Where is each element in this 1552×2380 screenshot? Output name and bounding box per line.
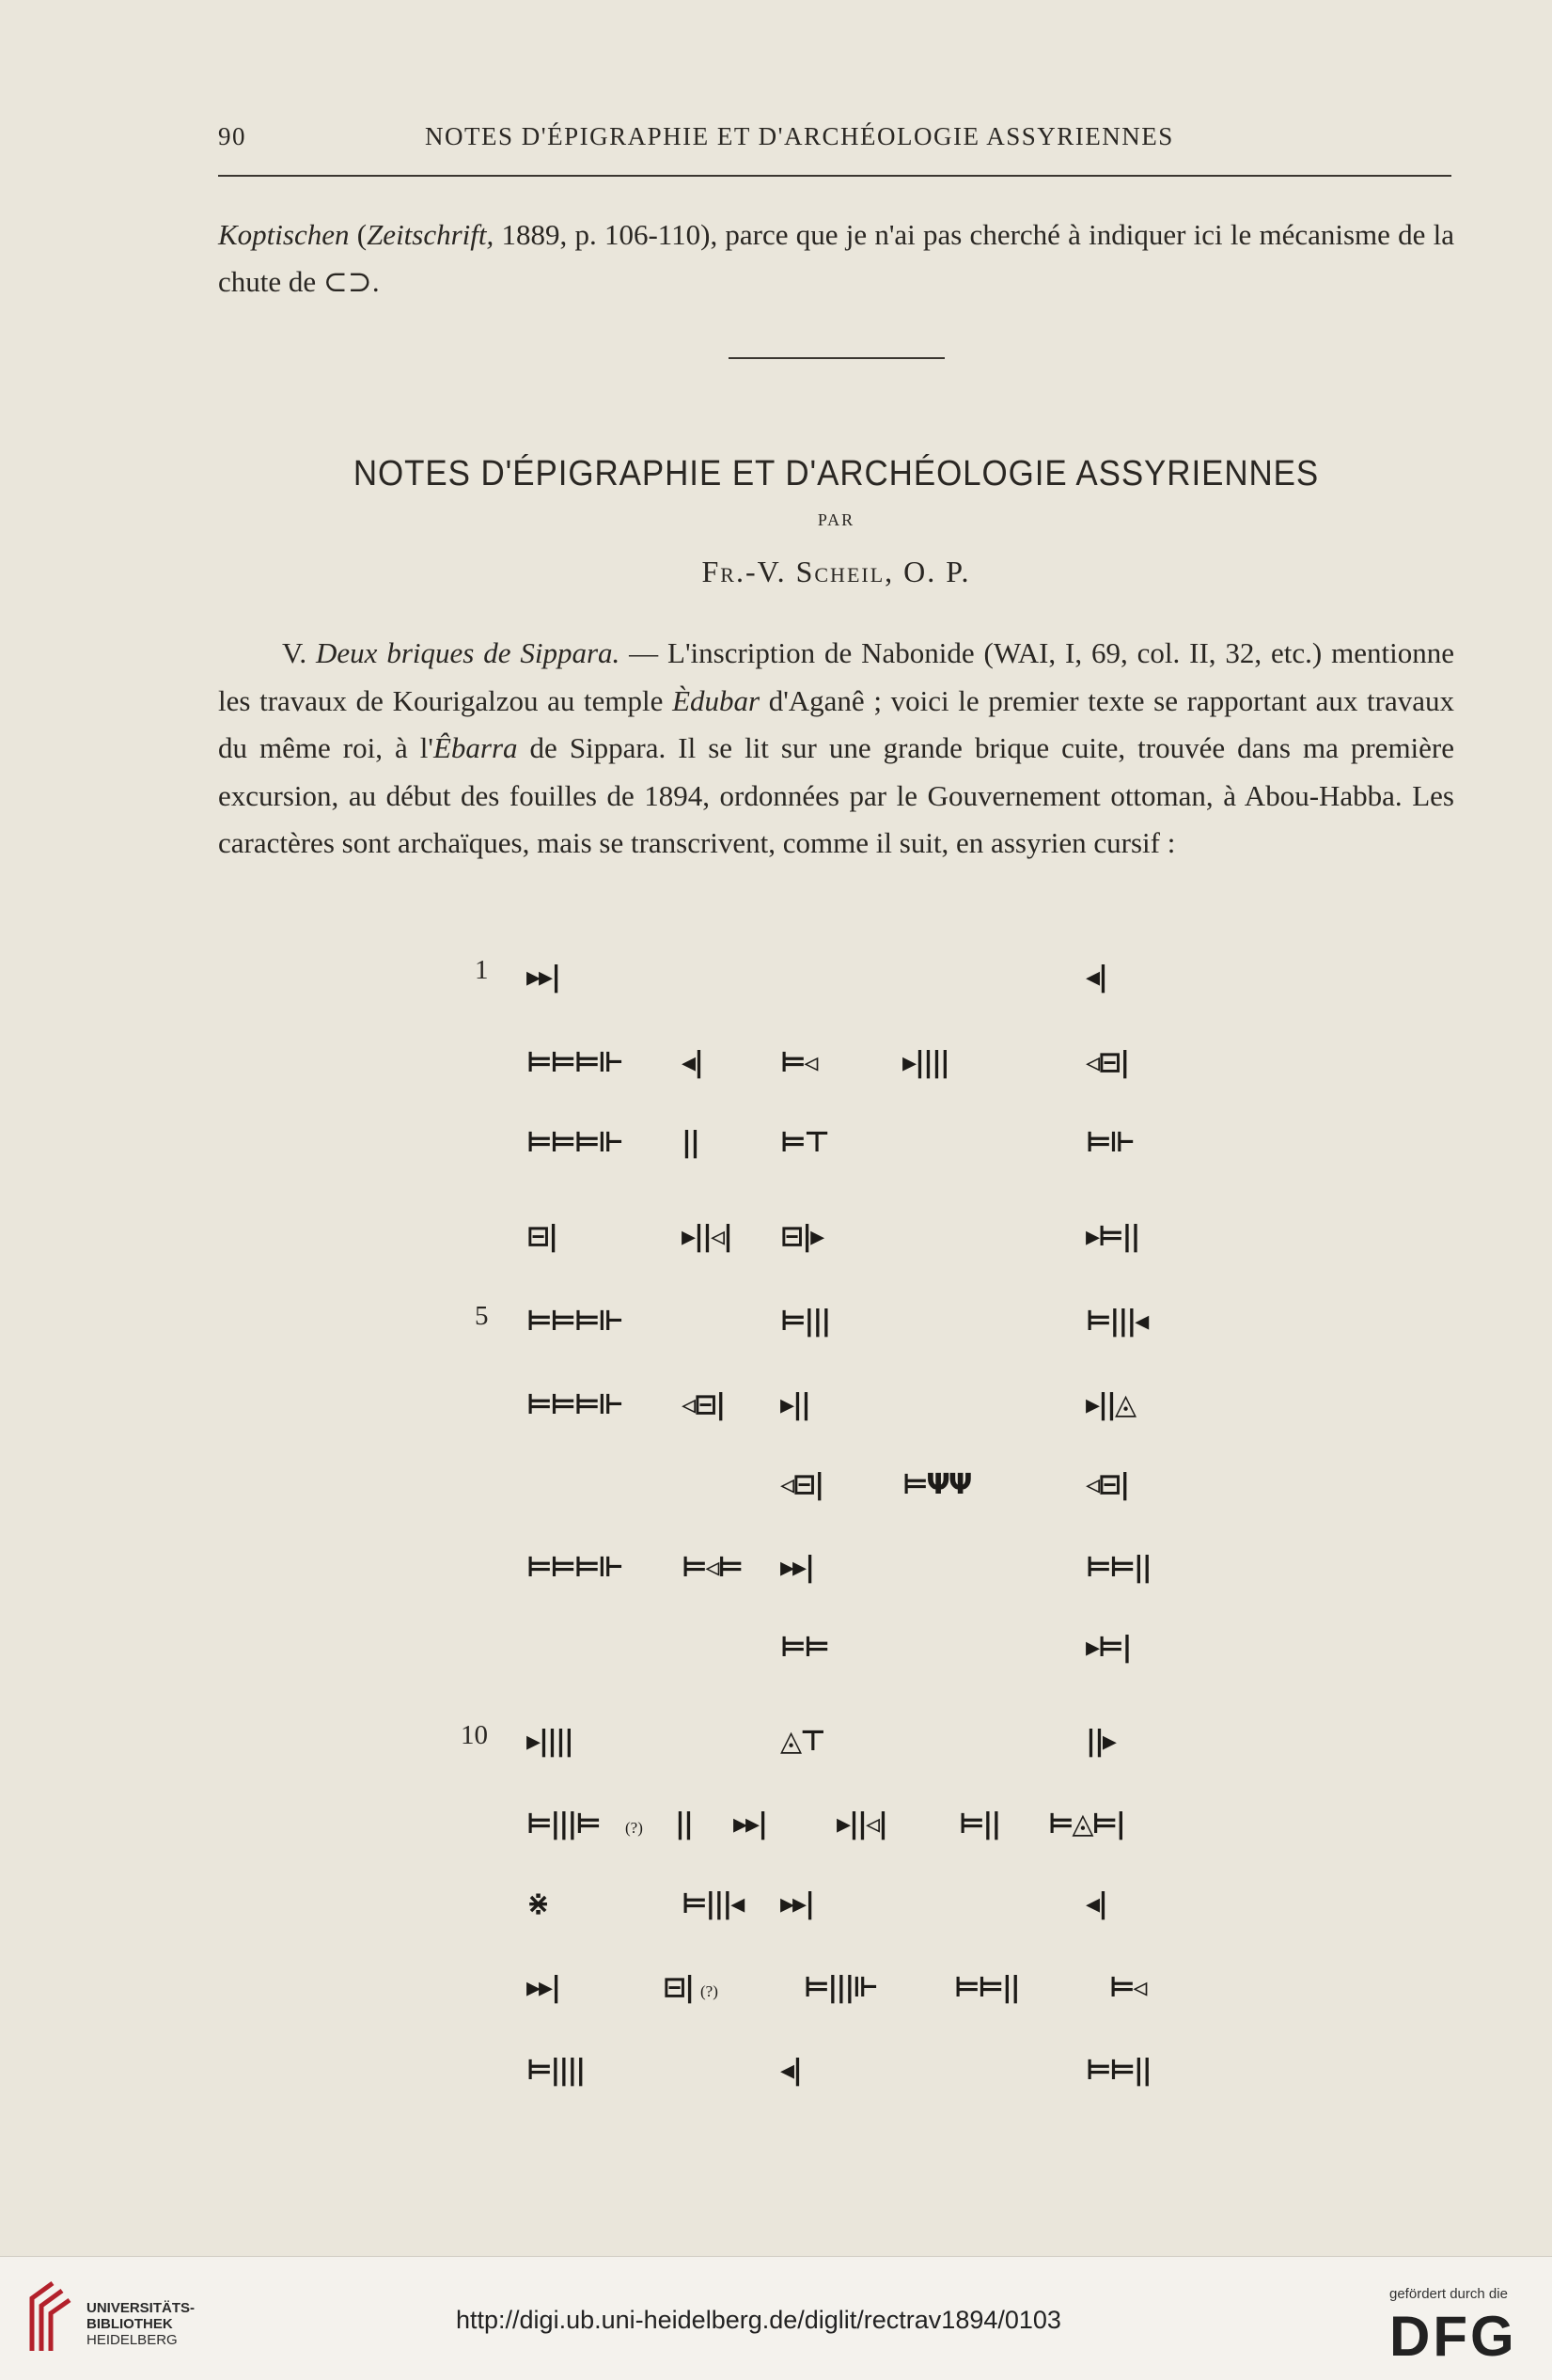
body-s4: Èdubar [672, 683, 760, 717]
article-title: NOTES D'ÉPIGRAPHIE ET D'ARCHÉOLOGIE ASSYRIENNES [353, 454, 1320, 493]
cuneiform-sign: ||▸ [1086, 1725, 1115, 1758]
cuneiform-sign: ◬⊤ [780, 1725, 824, 1758]
cuneiform-sign: ⊨ΨΨ [902, 1468, 971, 1501]
cuneiform-sign: ▸||◃| [837, 1808, 886, 1840]
cuneiform-sign: ⊨|||⊨ [526, 1808, 600, 1840]
library-name-line3: HEIDELBERG [86, 2332, 178, 2348]
cuneiform-sign: ▸|||| [902, 1046, 948, 1079]
cuneiform-sign: ⊟| [663, 1971, 694, 2004]
permalink-url[interactable]: http://digi.ub.uni-heidelberg.de/diglit/rectrav1894/0103 [456, 2306, 1061, 2334]
body-s3: — L'inscription de Nabonide (WAI, I, 69, col. II, 32, etc.) mentionne les travaux de Kourigalzou au temple [218, 636, 1454, 717]
digitization-footer [0, 2256, 1552, 2380]
cuneiform-sign: ▸⊨|| [1086, 1220, 1139, 1253]
cuneiform-sign: ◃⊟| [780, 1468, 823, 1501]
cuneiform-sign: ⊨⊨|| [1086, 1551, 1151, 1584]
cuneiform-sign: ▸||◃| [682, 1220, 731, 1253]
cuneiform-sign: ▸▸| [780, 1887, 814, 1920]
intro-text-italic-1: Koptischen [218, 218, 350, 251]
cuneiform-sign: ⊨◃ [780, 1046, 817, 1079]
cuneiform-sign: ⊨⊩ [1086, 1126, 1134, 1159]
cuneiform-sign: ⊨⊨⊨⊩ [526, 1388, 622, 1421]
cuneiform-sign: ◂| [1086, 961, 1107, 994]
line-number-10: 10 [461, 1720, 488, 1750]
cuneiform-sign: ⊟|▸ [780, 1220, 823, 1253]
page-number: 90 [218, 122, 246, 150]
cuneiform-sign: ⊨⊨⊨⊩ [526, 1126, 622, 1159]
running-title: NOTES D'ÉPIGRAPHIE ET D'ARCHÉOLOGIE ASSYRIENNES [425, 122, 1174, 150]
body-s6: Êbarra [432, 731, 518, 764]
cuneiform-sign: ▸▸| [733, 1808, 767, 1840]
cuneiform-sign: ◃⊟| [1086, 1468, 1129, 1501]
cuneiform-sign: ⊨|||◂ [682, 1887, 744, 1920]
cuneiform-sign: ◃⊟| [682, 1388, 725, 1421]
cuneiform-sign: ⊨⊨ [780, 1631, 828, 1664]
body-s1: V. [282, 636, 317, 669]
dfg-logo: DFG [1389, 2305, 1517, 2368]
cuneiform-sign: ⊟| [526, 1220, 557, 1253]
body-s7: de Sippara. Il se lit sur une grande brique cuite, trouvée dans ma première excursion, au début des fouilles de 1894, ordonnées par le Gouvernement ottoman, à Abou-Habba. Les caractères sont archaïques, mais se transcrivent, comme il suit, en assyrien cursif : [218, 731, 1455, 859]
funded-by-label: gefördert durch die [1389, 2286, 1508, 2302]
byline-par: PAR [817, 510, 855, 529]
cuneiform-sign: ⊨⊨⊨⊩ [526, 1551, 622, 1584]
cuneiform-sign: ⊨◃⊨ [682, 1551, 742, 1584]
cuneiform-sign: ▸▸| [526, 1971, 560, 2004]
cuneiform-sign: (?) [700, 1982, 718, 2000]
cuneiform-sign: ⊨|||⊩ [804, 1971, 877, 2004]
university-library-logo-icon [24, 2278, 73, 2355]
intro-text-4: 1889, p. 106-110), parce que je n'ai pas cherché à indiquer ici le mécanisme de la chute de ⊂⊃. [218, 218, 1454, 298]
library-name-line2: BIBLIOTHEK [86, 2316, 173, 2332]
cuneiform-sign: ⊨◬⊨| [1048, 1808, 1124, 1840]
cuneiform-sign: ▸▸| [780, 1551, 814, 1584]
cuneiform-sign: ▸||◬ [1086, 1388, 1136, 1421]
cuneiform-sign: ◃⊟| [1086, 1046, 1129, 1079]
body-s5: d'Aganê ; voici le premier texte se rapportant aux travaux du même roi, à l' [218, 683, 1454, 764]
cuneiform-sign: ◂| [1086, 1887, 1107, 1920]
body-s2: Deux briques de Sippara. [316, 636, 620, 669]
cuneiform-sign: ⊨|||◂ [1086, 1305, 1148, 1338]
cuneiform-sign: ⊨⊨⊨⊩ [526, 1046, 622, 1079]
cuneiform-sign: ▸⊨| [1086, 1631, 1131, 1664]
cuneiform-sign: ⊨⊤ [780, 1126, 828, 1159]
intro-text-2: ( [349, 218, 368, 251]
cuneiform-sign: ⊨|||| [526, 2054, 585, 2087]
intro-text-italic-3: Zeitschrift, [367, 218, 494, 251]
cuneiform-sign: ⊨||| [780, 1305, 830, 1338]
cuneiform-sign: || [682, 1126, 698, 1159]
cuneiform-sign: ◂| [780, 2054, 802, 2087]
cuneiform-sign: (?) [625, 1819, 643, 1837]
cuneiform-sign: ▸|||| [526, 1725, 572, 1758]
cuneiform-sign: || [675, 1808, 692, 1840]
article-author: Fr.-V. Scheil, O. P. [701, 555, 971, 588]
cuneiform-sign: ◂| [682, 1046, 703, 1079]
line-number-5: 5 [475, 1301, 489, 1331]
cuneiform-sign: ⊨⊨⊨⊩ [526, 1305, 622, 1338]
cuneiform-sign: ⊨|| [959, 1808, 1000, 1840]
cuneiform-sign: ⊨⊨|| [954, 1971, 1019, 2004]
cuneiform-sign: ▸▸| [526, 961, 560, 994]
library-name [86, 2300, 195, 2348]
line-number-1: 1 [475, 955, 489, 985]
library-name-line1: UNIVERSITÄTS- [86, 2300, 196, 2316]
cuneiform-sign: ⊨◃ [1109, 1971, 1146, 2004]
cuneiform-sign: ⊨⊨|| [1086, 2054, 1151, 2087]
cuneiform-sign: ⋇ [526, 1887, 549, 1920]
cuneiform-sign: ▸|| [780, 1388, 809, 1421]
